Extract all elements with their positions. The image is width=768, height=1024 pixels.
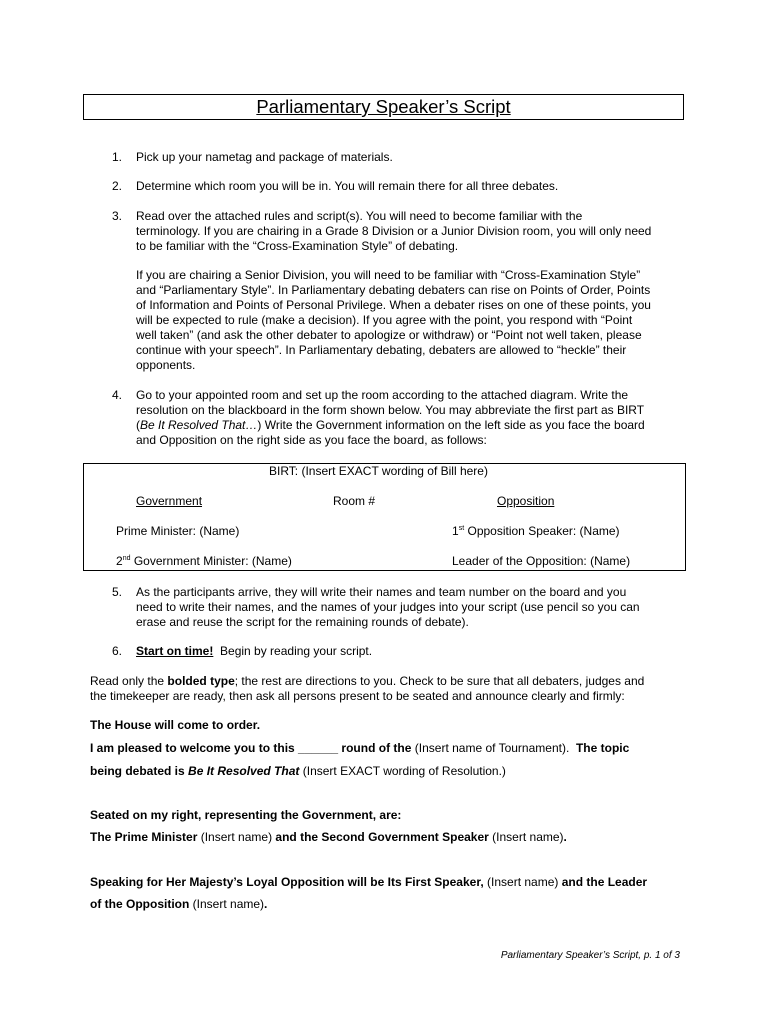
item-number: 4. <box>112 388 123 402</box>
item-text: and Opposition on the right side as you face the board, as follows: <box>136 433 487 447</box>
script-topic: being debated is Be It Resolved That (Insert EXACT wording of Resolution.) <box>90 764 506 778</box>
script-seated: Seated on my right, representing the Government, are: <box>90 808 402 822</box>
item-text: need to write their names, and the names of your judges into your script (use pencil so you can <box>136 600 640 614</box>
item-text: As the participants arrive, they will write their names and team number on the board and you <box>136 585 627 599</box>
item-text: resolution on the blackboard in the form shown below. You may abbreviate the first part as BIRT <box>136 403 645 417</box>
item-number: 3. <box>112 209 123 223</box>
first-opposition-speaker: 1st Opposition Speaker: (Name) <box>452 524 620 538</box>
item-text: and “Parliamentary Style”. In Parliamentary debating debaters can rise on Points of Order, Points <box>136 283 651 297</box>
item-text: will be expected to rule (make a decision). If you agree with the point, you respond with “Point <box>136 313 633 327</box>
government-heading: Government <box>136 494 203 508</box>
item-text: If you are chairing a Senior Division, you will need to be familiar with “Cross-Examination Style” <box>136 268 641 282</box>
item-text: Start on time! Begin by reading your script. <box>136 644 373 658</box>
item-text: opponents. <box>136 358 196 372</box>
item-text: Go to your appointed room and set up the room according to the attached diagram. Write the <box>136 388 629 402</box>
item-number: 1. <box>112 150 123 164</box>
item-number: 5. <box>112 585 123 599</box>
second-government-minister: 2nd Government Minister: (Name) <box>116 554 292 568</box>
item-text: (Be It Resolved That…) Write the Government information on the left side as you face the board <box>136 418 645 432</box>
item-text: well taken” (and ask the other debater to apologize or withdraw) or “Point not well taken, please <box>136 328 642 342</box>
item-number: 2. <box>112 179 123 193</box>
item-text: to be familiar with the “Cross-Examination Style” of debating. <box>136 239 459 253</box>
room-heading: Room # <box>333 494 376 508</box>
item-text: Pick up your nametag and package of materials. <box>136 150 393 164</box>
page-footer: Parliamentary Speaker’s Script, p. 1 of 3 <box>500 950 680 961</box>
title-box <box>83 94 684 120</box>
blackboard-layout-box <box>83 463 686 571</box>
leader-of-opposition: Leader of the Opposition: (Name) <box>452 554 631 568</box>
instructions-paragraph: Read only the bolded type; the rest are directions to you. Check to be sure that all debaters, judges and the timekeeper are ready, then ask all persons present to be seated and announce clearly and firmly: <box>90 674 645 703</box>
item-text: continue with your speech”. In Parliamentary debating, debaters are allowed to “heckle” their <box>136 343 627 357</box>
item-number: 6. <box>112 644 123 658</box>
script-welcome: I am pleased to welcome you to this ______ round of the (Insert name of Tournament). The topic <box>90 741 630 755</box>
script-order: The House will come to order. <box>90 718 261 732</box>
script-government: The Prime Minister (Insert name) and the Second Government Speaker (Insert name). <box>90 830 567 844</box>
item-text: erase and reuse the script for the remaining rounds of debate). <box>136 615 469 629</box>
page-title: Parliamentary Speaker’s Script <box>256 96 511 117</box>
item-text: of Information and Points of Personal Privilege. When a debater rises on one of these points, you <box>136 298 651 312</box>
script-opposition: Speaking for Her Majesty’s Loyal Opposition will be Its First Speaker, (Insert name) and the Leader <box>90 875 648 889</box>
script-opposition-cont: of the Opposition (Insert name). <box>90 897 268 911</box>
birt-italic: Be It Resolved That… <box>140 418 258 432</box>
item-text: terminology. If you are chairing in a Grade 8 Division or a Junior Division room, you will only need <box>136 224 652 238</box>
item-text: Determine which room you will be in. You will remain there for all three debates. <box>136 179 559 193</box>
item-text: Read over the attached rules and script(s). You will need to become familiar with the <box>136 209 583 223</box>
opposition-heading: Opposition <box>497 494 555 508</box>
birt-line: BIRT: (Insert EXACT wording of Bill here) <box>269 464 488 478</box>
prime-minister: Prime Minister: (Name) <box>116 524 240 538</box>
